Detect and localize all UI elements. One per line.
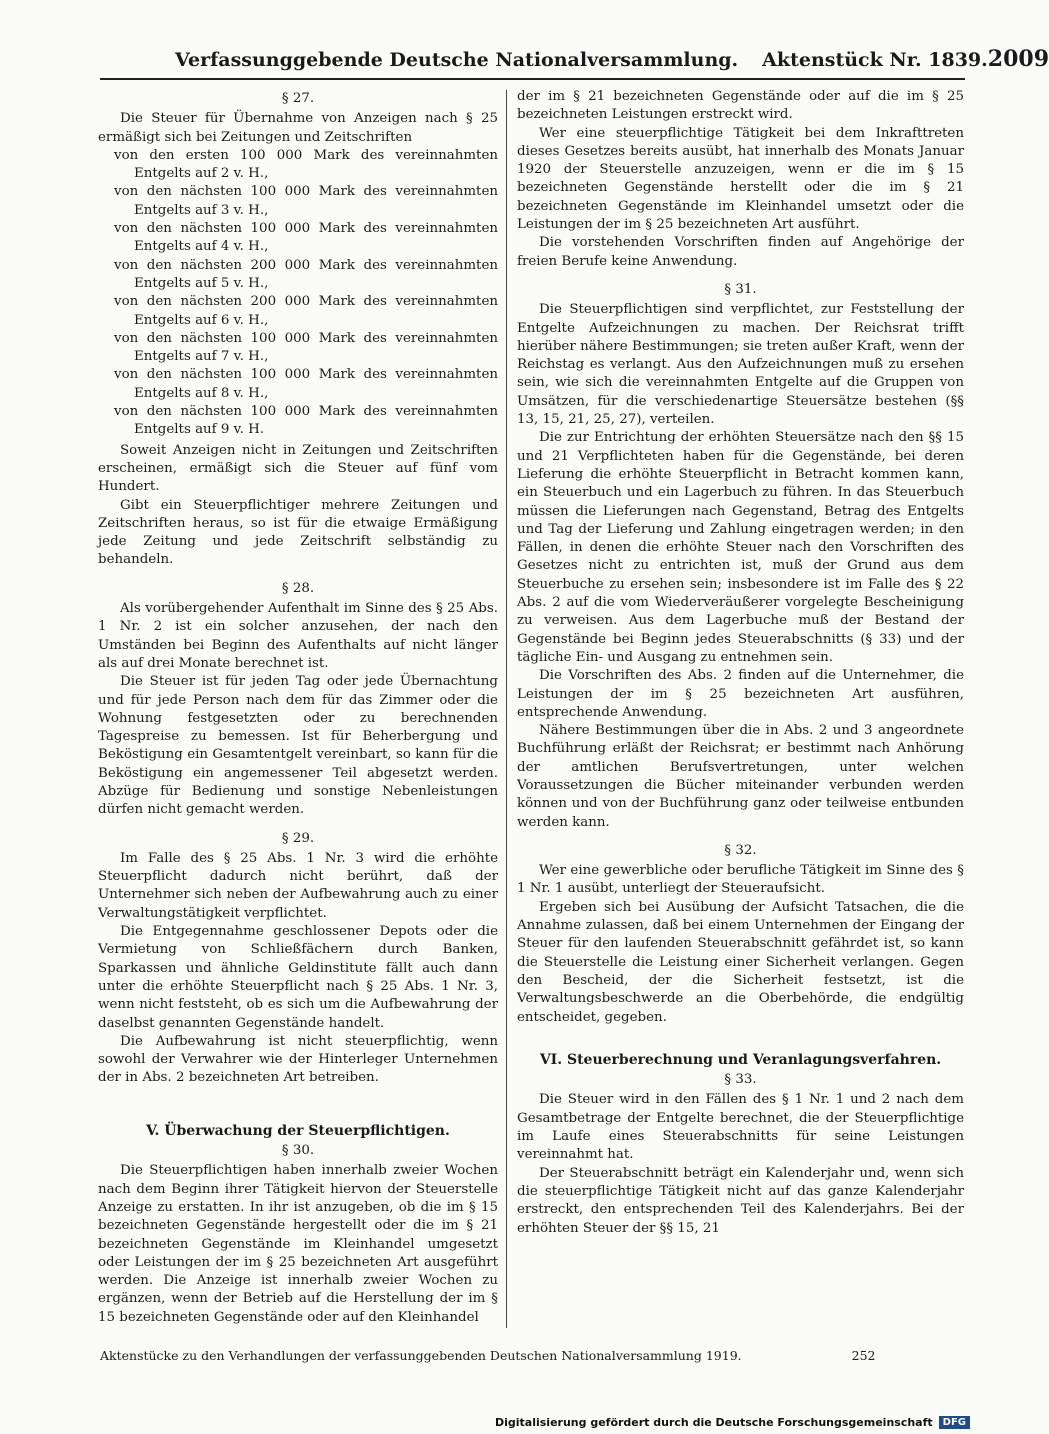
- sheet-number: 252: [851, 1348, 876, 1363]
- page-footer: [100, 1348, 920, 1363]
- rate-item: von den nächsten 200 000 Mark des vereinnahmten Entgelts auf 6 v. H.,: [114, 294, 498, 328]
- paragraph: Als vorübergehender Aufenthalt im Sinne des § 25 Abs. 1 Nr. 2 ist ein solcher anzusehen, der nach den Umständen bei Beginn des Aufenthalts auf nicht länger als auf drei Monate berechnet ist.: [98, 601, 498, 671]
- paragraph: Die Steuer ist für jeden Tag oder jede Übernachtung und für jede Person nach dem für das Zimmer oder die Wohnung festgesetzten oder zu berechnenden Tagespreise zu bemessen. Ist für Beherbergung und Beköstigung ein Gesamtentgelt vereinbart, so kann für die Beköstigung ein angemessener Teil abgesetzt werden. Abzüge für Bedienung und sonstige Nebenleistungen dürfen nicht gemacht werden.: [98, 674, 498, 818]
- document-number: Aktenstück Nr. 1839.: [762, 49, 988, 71]
- section-32-heading: § 32.: [724, 842, 757, 858]
- paragraph: Im Falle des § 25 Abs. 1 Nr. 3 wird die erhöhte Steuerpflicht dadurch nicht berührt, daß der Unternehmer sich neben der Aufbewahrung auch zu einer Verwaltungstätigkeit verpflichtet.: [98, 850, 498, 921]
- paragraph: Die Steuerpflichtigen sind verpflichtet, zur Feststellung der Entgelte Aufzeichnungen zu machen. Der Reichsrat trifft hierüber nähere Bestimmungen; sie treten außer Kraft, wenn der Reichstag es verlangt. Aus den Aufzeichnungen muß zu ersehen sein, wie sich die vereinnahmten Entgelte auf die Gruppen von Umsätzen, für die verschiedenartige Steuersätze bestehen (§§ 13, 15, 21, 25, 27), verteilen.: [517, 302, 964, 428]
- header-title: Verfassunggebende Deutsche Nationalversammlung.: [175, 49, 739, 71]
- footer-text: Aktenstücke zu den Verhandlungen der verfassunggebenden Deutschen Nationalversammlung 1919.: [100, 1348, 742, 1363]
- right-column: [517, 88, 964, 1238]
- dfg-logo: DFG: [939, 1416, 970, 1429]
- left-column: [98, 88, 498, 1327]
- section-28-heading: § 28.: [281, 580, 315, 596]
- paragraph: der im § 21 bezeichneten Gegenstände oder auf die im § 25 bezeichneten Leistungen erstreckt wird.: [517, 89, 964, 123]
- paragraph: Gibt ein Steuerpflichtiger mehrere Zeitungen und Zeitschriften heraus, so ist für die etwaige Ermäßigung jede Zeitung und jede Zeitschrift selbständig zu behandeln.: [98, 497, 498, 568]
- paragraph: Der Steuerabschnitt beträgt ein Kalenderjahr und, wenn sich die steuerpflichtige Tätigkeit nicht auf das ganze Kalenderjahr erstreckt, den entsprechenden Teil des Kalenderjahrs. Bei der erhöhten Steuer der §§ 15, 21: [517, 1165, 964, 1236]
- paragraph: Die Steuerpflichtigen haben innerhalb zweier Wochen nach dem Beginn ihrer Tätigkeit hiervon der Steuerstelle Anzeige zu erstatten. In ihr ist anzugeben, ob die im § 15 bezeichneten Gegenstände hergestellt oder die im § 21 bezeichneten Gegenstände im Kleinhandel umgesetzt oder Leistungen der im § 25 bezeichneten Art ausgeführt werden. Die Anzeige ist innerhalb zweier Wochen zu ergänzen, wenn der Betrieb auf die Herstellung der im § 15 bezeichneten Gegenstände oder auf den Kleinhandel: [98, 1163, 498, 1325]
- paragraph: Die Steuer wird in den Fällen des § 1 Nr. 1 und 2 nach dem Gesamtbetrage der Entgelte berechnet, die der Steuerpflichtige im Laufe eines Steuerabschnitts für seine Leistungen vereinnahmt hat.: [517, 1092, 964, 1163]
- page-number: 2009: [987, 46, 1049, 72]
- paragraph: Soweit Anzeigen nicht in Zeitungen und Zeitschriften erscheinen, ermäßigt sich die Steuer auf fünf vom Hundert.: [98, 442, 498, 495]
- rate-item: von den nächsten 100 000 Mark des vereinnahmten Entgelts auf 9 v. H.: [114, 404, 498, 438]
- paragraph: Die zur Entrichtung der erhöhten Steuersätze nach den §§ 15 und 21 Verpflichteten haben für die Gegenstände, bei deren Lieferung die erhöhte Steuerpflicht in Betracht kommen kann, ein Steuerbuch und ein Lagerbuch zu führen. In das Steuerbuch müssen die Lieferungen nach Gegenstand, Betrag des Entgelts und Tag der Lieferung und Zahlung eingetragen werden; in den Fällen, in denen die erhöhte Steuer nach den Vorschriften des Gesetzes nicht zu entrichten ist, muß der Grund aus dem Steuerbuche zu ersehen sein; insbesondere ist im Falle des § 22 Abs. 2 auf die vom Wiederveräußerer vorgelegte Bescheinigung zu verweisen. Aus dem Lagerbuche muß der Bestand der Gegenstände bei Beginn jedes Steuerabschnitts (§ 33) und der tägliche Ein- und Ausgang zu entnehmen sein.: [517, 430, 964, 665]
- paragraph: Wer eine gewerbliche oder berufliche Tätigkeit im Sinne des § 1 Nr. 1 ausübt, unterliegt der Steueraufsicht.: [517, 863, 964, 897]
- rate-list: [98, 147, 498, 440]
- section-30-heading: § 30.: [281, 1143, 315, 1159]
- section-29-heading: § 29.: [281, 830, 315, 846]
- digitization-credit: [495, 1416, 970, 1429]
- section-31-heading: § 31.: [724, 281, 757, 297]
- credit-text: Digitalisierung gefördert durch die Deutsche Forschungsgemeinschaft: [494, 1416, 933, 1429]
- rate-item: von den ersten 100 000 Mark des vereinnahmten Entgelts auf 2 v. H.,: [114, 147, 498, 182]
- rate-item: von den nächsten 200 000 Mark des vereinnahmten Entgelts auf 5 v. H.,: [114, 257, 498, 291]
- paragraph: Die vorstehenden Vorschriften finden auf Angehörige der freien Berufe keine Anwendung.: [517, 235, 964, 269]
- rate-item: von den nächsten 100 000 Mark des vereinnahmten Entgelts auf 3 v. H.,: [114, 184, 498, 218]
- paragraph: Die Aufbewahrung ist nicht steuerpflichtig, wenn sowohl der Verwahrer wie der Hinterleger Unternehmen der in Abs. 2 bezeichneten Art betreiben.: [98, 1033, 498, 1086]
- section-27-heading: § 27.: [281, 91, 315, 106]
- rate-item: von den nächsten 100 000 Mark des vereinnahmten Entgelts auf 7 v. H.,: [114, 330, 498, 365]
- paragraph: Die Entgegennahme geschlossener Depots oder die Vermietung von Schließfächern durch Banken, Sparkassen und ähnliche Geldinstitute fällt auch dann unter die erhöhte Steuerpflicht nach § 25 Abs. 1 Nr. 3, wenn nicht feststeht, ob es sich um die Aufbewahrung der daselbst genannten Gegenstände handelt.: [98, 924, 498, 1031]
- paragraph: Wer eine steuerpflichtige Tätigkeit bei dem Inkrafttreten dieses Gesetzes bereits ausübt, hat innerhalb des Monats Januar 1920 der Steuerstelle anzuzeigen, wenn er die im § 15 bezeichneten Gegenstände herstellt oder die im § 21 bezeichneten Gegenstände im Kleinhandel umsetzt oder die Leistungen der im § 25 bezeichneten Art ausführt.: [517, 125, 964, 233]
- rate-item: von den nächsten 100 000 Mark des vereinnahmten Entgelts auf 4 v. H.,: [114, 221, 498, 255]
- paragraph: Die Vorschriften des Abs. 2 finden auf die Unternehmer, die Leistungen der im § 25 bezeichneten Art ausführen, entsprechende Anwendung.: [517, 668, 964, 720]
- header-rule: [100, 78, 965, 80]
- paragraph: Nähere Bestimmungen über die in Abs. 2 und 3 angeordnete Buchführung erläßt der Reichsrat; er bestimmt nach Anhörung der amtlichen Berufsvertretungen, unter welchen Voraussetzungen die Bücher miteinander verbunden werden können und von der Buchführung ganz oder teilweise entbunden werden kann.: [517, 723, 964, 830]
- section-33-heading: § 33.: [724, 1072, 757, 1088]
- running-header: [175, 46, 1049, 78]
- column-rule: [506, 90, 507, 1328]
- rate-item: von den nächsten 100 000 Mark des vereinnahmten Entgelts auf 8 v. H.,: [114, 367, 498, 401]
- chapter-5-heading: V. Überwachung der Steuerpflichtigen.: [146, 1122, 450, 1139]
- paragraph: Ergeben sich bei Ausübung der Aufsicht Tatsachen, die die Annahme zulassen, daß bei einem Unternehmen der Eingang der Steuer für den laufenden Steuerabschnitt gefährdet ist, so kann die Steuerstelle die Leistung einer Sicherheit verlangen. Gegen den Bescheid, der die Sicherheit festsetzt, ist die Verwaltungsbeschwerde an die Oberbehörde, die endgültig entscheidet, gegeben.: [517, 899, 964, 1025]
- paragraph: Die Steuer für Übernahme von Anzeigen nach § 25 ermäßigt sich bei Zeitungen und Zeitschriften: [98, 111, 498, 145]
- chapter-6-heading: VI. Steuerberechnung und Veranlagungsverfahren.: [539, 1051, 942, 1068]
